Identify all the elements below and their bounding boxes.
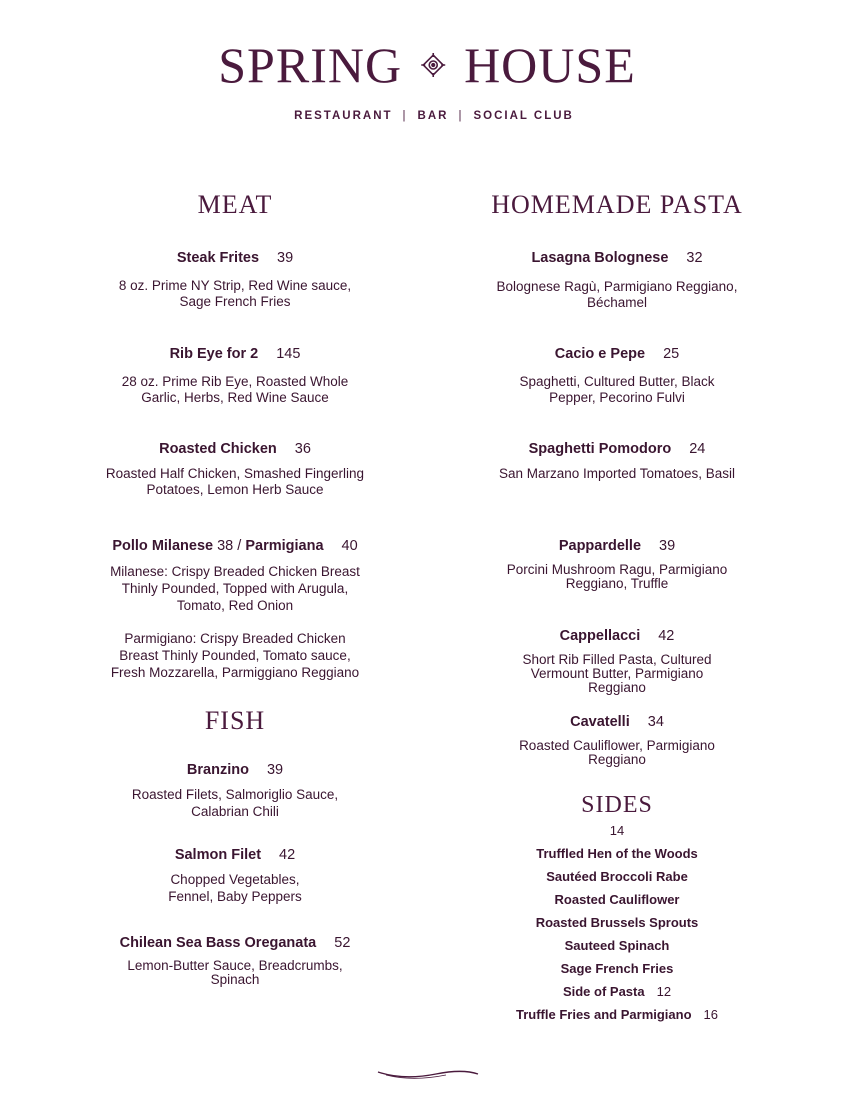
item-price: 40 xyxy=(341,538,358,554)
side-item-name: Sautéed Broccoli Rabe xyxy=(546,869,688,884)
item-price: 39 xyxy=(659,538,676,554)
side-item-name: Sauteed Spinach xyxy=(564,938,670,953)
flower-emblem-icon xyxy=(420,52,446,78)
item-name-text: Parmigiana xyxy=(245,538,324,554)
menu-item-description: Short Rib Filled Pasta, Cultured Vermount Butter, Parmigiano Reggiano xyxy=(522,652,712,695)
menu-item-name xyxy=(112,538,357,554)
subtitle-social-club: SOCIAL CLUB xyxy=(473,110,574,122)
section-title-fish: FISH xyxy=(204,706,266,735)
menu-item-name xyxy=(120,935,351,951)
item-price: 34 xyxy=(647,714,664,730)
item-name-text: Branzino xyxy=(186,762,249,778)
menu-item-description: 8 oz. Prime NY Strip, Red Wine sauce, Sage French Fries xyxy=(118,278,352,309)
flourish-divider-icon xyxy=(376,1066,480,1082)
menu-item-name xyxy=(559,538,675,554)
menu-item-name xyxy=(555,346,679,362)
item-price: 32 xyxy=(686,250,703,266)
brand-name-left: SPRING xyxy=(218,37,403,93)
side-item-name: Roasted Cauliflower xyxy=(554,892,680,907)
item-name-text: Rib Eye for 2 xyxy=(169,346,259,362)
brand-logo xyxy=(218,36,636,94)
side-item xyxy=(561,961,674,976)
menu-item-description: Parmigiano: Crispy Breaded Chicken Breast Thinly Pounded, Tomato sauce, Fresh Mozzarella, Parmiggiano Reggiano xyxy=(110,631,360,680)
item-name-text: Steak Frites xyxy=(176,250,260,266)
item-name-text: Pappardelle xyxy=(558,538,642,554)
brand-subtitle xyxy=(294,110,574,122)
item-price: 52 xyxy=(334,935,351,951)
side-item-name: Truffle Fries and Parmigiano xyxy=(515,1007,692,1022)
subtitle-restaurant: RESTAURANT xyxy=(294,110,393,122)
side-item xyxy=(536,915,699,930)
item-price: 39 xyxy=(277,250,294,266)
menu-item-description: Chopped Vegetables, Fennel, Baby Peppers xyxy=(168,872,302,904)
side-item-name: Roasted Brussels Sprouts xyxy=(535,915,699,930)
side-item xyxy=(516,1007,718,1022)
menu-item-description: San Marzano Imported Tomatoes, Basil xyxy=(498,466,736,481)
item-price: 145 xyxy=(276,346,301,362)
subtitle-bar: BAR xyxy=(417,110,449,122)
item-price: 42 xyxy=(279,847,296,863)
item-price: 24 xyxy=(689,441,706,457)
sides-price: 14 xyxy=(609,823,625,838)
side-item-name: Truffled Hen of the Woods xyxy=(536,846,698,861)
side-item xyxy=(546,869,688,884)
menu-item-name xyxy=(531,250,702,266)
side-item-name: Sage French Fries xyxy=(560,961,674,976)
menu-item-name xyxy=(570,714,664,730)
menu-item-description: Porcini Mushroom Ragu, Parmigiano Reggiano, Truffle xyxy=(506,562,728,591)
side-item-price: 12 xyxy=(656,984,672,999)
item-name-text: Chilean Sea Bass Oreganata xyxy=(119,935,317,951)
item-price: 42 xyxy=(658,628,675,644)
menu-item-name xyxy=(560,628,675,644)
brand-name-right: HOUSE xyxy=(464,37,636,93)
menu-item-name xyxy=(170,346,301,362)
subtitle-separator: | xyxy=(458,110,464,122)
menu-item-description: Roasted Cauliflower, Parmigiano Reggiano xyxy=(519,738,715,767)
menu-item-description: Spaghetti, Cultured Butter, Black Pepper, Pecorino Fulvi xyxy=(519,374,715,405)
section-title-meat: MEAT xyxy=(197,190,273,219)
menu-item-name xyxy=(177,250,293,266)
item-name-text: Salmon Filet xyxy=(174,847,262,863)
side-item xyxy=(565,938,670,953)
side-item-price: 16 xyxy=(703,1007,719,1022)
side-item-name: Side of Pasta xyxy=(562,984,645,999)
menu-item-description: Roasted Half Chicken, Smashed Fingerling Potatoes, Lemon Herb Sauce xyxy=(105,466,365,497)
side-item xyxy=(555,892,680,907)
item-price: 39 xyxy=(266,762,284,778)
item-name-text: Lasagna Bolognese xyxy=(531,250,669,266)
menu-item-name xyxy=(159,441,311,457)
subtitle-separator: | xyxy=(402,110,408,122)
item-price: 36 xyxy=(294,441,311,457)
item-price: 38 / xyxy=(217,538,242,554)
section-title-pasta: HOMEMADE PASTA xyxy=(491,190,743,219)
menu-item-name xyxy=(187,762,283,778)
item-name-text: Pollo Milanese xyxy=(112,538,214,554)
item-name-text: Cacio e Pepe xyxy=(554,346,646,362)
menu-item-description: Bolognese Ragù, Parmigiano Reggiano, Béchamel xyxy=(496,279,738,310)
menu-item-description: 28 oz. Prime Rib Eye, Roasted Whole Garlic, Herbs, Red Wine Sauce xyxy=(121,374,349,405)
item-name-text: Roasted Chicken xyxy=(159,441,277,457)
section-title-sides: SIDES xyxy=(581,792,653,818)
item-price: 25 xyxy=(663,346,680,362)
item-name-text: Spaghetti Pomodoro xyxy=(528,441,672,457)
menu-item-description: Roasted Filets, Salmoriglio Sauce, Calabrian Chili xyxy=(131,787,339,819)
item-name-text: Cappellacci xyxy=(559,628,641,644)
menu-item-description: Milanese: Crispy Breaded Chicken Breast Thinly Pounded, Topped with Arugula, Tomato, Red Onion xyxy=(110,564,360,613)
menu-item-name xyxy=(175,847,295,863)
side-item xyxy=(536,846,698,861)
menu-item-name xyxy=(529,441,706,457)
item-name-text: Cavatelli xyxy=(570,714,630,730)
menu-item-description: Lemon-Butter Sauce, Breadcrumbs, Spinach xyxy=(127,958,343,987)
side-item xyxy=(563,984,671,999)
